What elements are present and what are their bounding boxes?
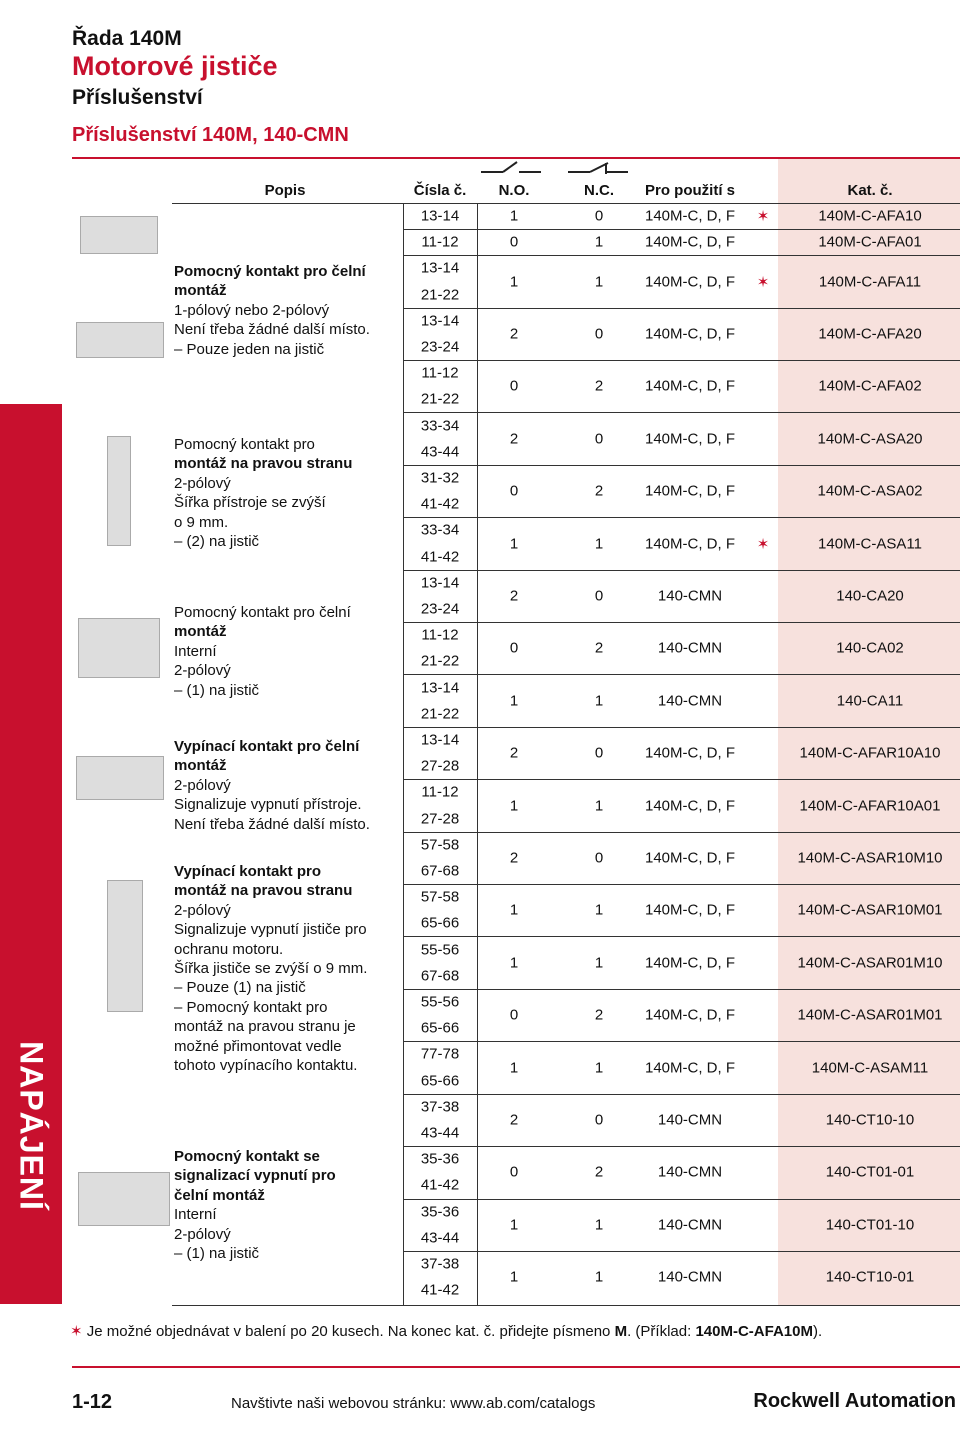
catalog-number: 140M-C-AFA01 xyxy=(818,233,922,251)
usage: 140-CMN xyxy=(657,1268,723,1286)
usage: 140-CMN xyxy=(657,692,723,710)
desc-line: 2-pólový xyxy=(174,1225,231,1243)
row-rule xyxy=(403,517,960,518)
nc-count: 1 xyxy=(594,273,604,290)
nc-count: 2 xyxy=(594,639,604,657)
row-rule xyxy=(403,229,960,230)
no-count: 1 xyxy=(509,797,519,814)
page-subtitle: Příslušenství xyxy=(72,86,203,109)
usage: 140M-C, D, F xyxy=(644,207,736,225)
no-count: 2 xyxy=(509,744,519,762)
product-photo xyxy=(78,1172,170,1226)
catalog-number: 140-CA20 xyxy=(836,587,904,605)
catalog-number: 140M-C-ASAR10M01 xyxy=(797,901,943,919)
contact-number: 57-58 xyxy=(420,836,460,854)
usage: 140M-C, D, F xyxy=(644,1059,736,1076)
page-title: Motorové jističe xyxy=(72,51,278,81)
desc-line: čelní montáž xyxy=(174,1186,265,1204)
no-count: 1 xyxy=(509,692,519,710)
nc-count: 1 xyxy=(594,954,604,972)
contact-number: 33-34 xyxy=(420,521,460,539)
product-photo xyxy=(80,216,158,254)
contact-number: 21-22 xyxy=(420,390,460,408)
nc-count: 0 xyxy=(594,587,604,605)
row-rule xyxy=(403,1041,960,1042)
header-pouziti: Pro použití s xyxy=(645,182,735,199)
footer-rule xyxy=(72,1366,960,1368)
footnote-example: 140M-C-AFA10M xyxy=(695,1323,813,1340)
desc-line: 2-pólový xyxy=(174,776,231,794)
contact-number: 23-24 xyxy=(420,338,460,356)
usage: 140-CMN xyxy=(657,1111,723,1129)
catalog-number: 140M-C-AFAR10A10 xyxy=(799,744,941,762)
desc-group xyxy=(174,262,404,359)
no-count: 0 xyxy=(509,482,519,500)
side-tab-label: NAPÁJENÍ xyxy=(13,1041,50,1211)
desc-line: montáž na pravou stranu xyxy=(174,455,353,473)
contact-number: 65-66 xyxy=(420,914,460,932)
catalog-number: 140M-C-ASA11 xyxy=(818,535,922,552)
header-kat: Kat. č. xyxy=(847,182,893,199)
usage: 140-CMN xyxy=(657,639,723,657)
nc-count: 2 xyxy=(594,482,604,500)
nc-count: 1 xyxy=(594,535,604,552)
catalog-number: 140M-C-AFA20 xyxy=(818,325,922,343)
nc-count: 0 xyxy=(594,1111,604,1129)
table-bottom-rule xyxy=(172,1305,960,1306)
contact-number: 31-32 xyxy=(420,469,460,487)
no-count: 0 xyxy=(509,1163,519,1181)
no-count: 1 xyxy=(509,1216,519,1234)
header-popis: Popis xyxy=(264,182,306,199)
nc-count: 2 xyxy=(594,1163,604,1181)
usage: 140M-C, D, F xyxy=(644,233,736,251)
desc-line: 1-pólový nebo 2-pólový xyxy=(174,301,330,319)
desc-line: – Pouze (1) na jistič xyxy=(174,979,306,997)
contact-number: 65-66 xyxy=(420,1019,460,1037)
usage: 140M-C, D, F xyxy=(644,377,736,395)
nc-count: 1 xyxy=(594,233,604,251)
desc-line: Není třeba žádné další místo. xyxy=(174,321,370,339)
no-count: 2 xyxy=(509,430,519,448)
nc-count: 1 xyxy=(594,1216,604,1234)
catalog-number: 140M-C-ASA02 xyxy=(817,482,923,500)
no-contact-symbol-icon xyxy=(479,158,543,180)
no-count: 1 xyxy=(509,535,519,552)
series-label: Řada 140M xyxy=(72,27,182,50)
nc-count: 0 xyxy=(594,325,604,343)
footnote-letter: M xyxy=(614,1323,628,1340)
contact-number: 41-42 xyxy=(420,1176,460,1194)
side-tab xyxy=(0,404,62,1304)
contact-number: 67-68 xyxy=(420,862,460,880)
catalog-number: 140M-C-ASA20 xyxy=(817,430,923,448)
product-photo xyxy=(107,436,131,546)
desc-group xyxy=(174,1147,404,1263)
star-icon: ✶ xyxy=(756,535,770,553)
desc-line: – (1) na jistič xyxy=(174,1245,260,1263)
desc-line: ochranu motoru. xyxy=(174,940,284,958)
catalog-number: 140-CT10-10 xyxy=(825,1111,915,1129)
catalog-number: 140M-C-ASAR01M10 xyxy=(797,954,943,972)
row-rule xyxy=(403,989,960,990)
no-count: 1 xyxy=(509,901,519,919)
contact-number: 43-44 xyxy=(420,1229,460,1247)
no-count: 2 xyxy=(509,1111,519,1129)
row-rule xyxy=(403,622,960,623)
header-cisla: Čísla č. xyxy=(413,182,467,199)
nc-count: 0 xyxy=(594,744,604,762)
website-link[interactable]: Navštivte naši webovou stránku: www.ab.com/catalogs xyxy=(231,1395,596,1412)
row-rule xyxy=(403,308,960,309)
desc-group xyxy=(174,737,404,834)
section-title: Příslušenství 140M, 140-CMN xyxy=(72,124,349,146)
catalog-number: 140M-C-ASAR01M01 xyxy=(797,1006,943,1024)
contact-number: 11-12 xyxy=(421,364,459,382)
product-photo xyxy=(78,618,160,678)
desc-line: možné přimontovat vedle xyxy=(174,1037,342,1055)
desc-line: signalizací vypnutí pro xyxy=(174,1167,336,1185)
col-divider xyxy=(477,203,478,1305)
catalog-number: 140M-C-ASAR10M10 xyxy=(797,849,943,867)
row-rule xyxy=(403,1094,960,1095)
contact-number: 43-44 xyxy=(420,443,460,461)
desc-line: montáž xyxy=(174,623,227,641)
no-count: 2 xyxy=(509,587,519,605)
contact-number: 21-22 xyxy=(420,705,460,723)
desc-line: montáž xyxy=(174,282,227,300)
usage: 140M-C, D, F xyxy=(644,744,736,762)
no-count: 1 xyxy=(509,954,519,972)
row-rule xyxy=(403,570,960,571)
usage: 140M-C, D, F xyxy=(644,1006,736,1024)
nc-count: 1 xyxy=(594,1059,604,1076)
desc-line: montáž na pravou stranu xyxy=(174,882,353,900)
usage: 140M-C, D, F xyxy=(644,954,736,972)
row-rule xyxy=(403,412,960,413)
desc-line: 2-pólový xyxy=(174,662,231,680)
header-nc: N.C. xyxy=(584,182,614,199)
desc-group xyxy=(174,603,404,700)
contact-number: 21-22 xyxy=(420,652,460,670)
contact-number: 27-28 xyxy=(420,810,460,828)
contact-number: 13-14 xyxy=(420,312,460,330)
desc-line: – (2) na jistič xyxy=(174,533,260,551)
page-number: 1-12 xyxy=(72,1391,113,1413)
row-rule xyxy=(403,884,960,885)
usage: 140M-C, D, F xyxy=(644,797,736,814)
desc-line: Není třeba žádné další místo. xyxy=(174,815,370,833)
desc-line: tohoto vypínacího kontaktu. xyxy=(174,1057,358,1075)
nc-count: 1 xyxy=(594,1268,604,1286)
catalog-number: 140M-C-ASAM11 xyxy=(811,1059,929,1076)
desc-line: 2-pólový xyxy=(174,901,231,919)
catalog-number: 140M-C-AFA10 xyxy=(818,207,922,225)
no-count: 0 xyxy=(509,1006,519,1024)
no-count: 2 xyxy=(509,325,519,343)
row-rule xyxy=(403,255,960,256)
catalog-number: 140M-C-AFA02 xyxy=(818,377,922,395)
usage: 140M-C, D, F xyxy=(644,273,736,290)
catalog-number: 140-CT01-01 xyxy=(825,1163,915,1181)
no-count: 1 xyxy=(509,1268,519,1286)
contact-number: 35-36 xyxy=(420,1150,460,1168)
desc-line: – (1) na jistič xyxy=(174,681,260,699)
row-rule xyxy=(403,936,960,937)
usage: 140M-C, D, F xyxy=(644,535,736,552)
no-count: 1 xyxy=(509,1059,519,1076)
catalog-number: 140M-C-AFA11 xyxy=(818,273,922,290)
usage: 140-CMN xyxy=(657,1163,723,1181)
nc-count: 1 xyxy=(594,797,604,814)
footnote-end: ). xyxy=(812,1323,823,1340)
desc-line: Interní xyxy=(174,642,217,660)
desc-group xyxy=(174,862,404,1075)
row-rule xyxy=(403,779,960,780)
desc-line: 2-pólový xyxy=(174,474,231,492)
contact-number: 13-14 xyxy=(420,679,460,697)
row-rule xyxy=(403,674,960,675)
contact-number: 55-56 xyxy=(420,993,460,1011)
desc-line: Pomocný kontakt pro čelní xyxy=(174,604,351,621)
contact-number: 57-58 xyxy=(420,888,460,906)
usage: 140M-C, D, F xyxy=(644,901,736,919)
contact-number: 23-24 xyxy=(420,600,460,618)
usage: 140M-C, D, F xyxy=(644,430,736,448)
brand-logo: Rockwell Automation xyxy=(753,1390,956,1412)
desc-line: Vypínací kontakt pro čelní xyxy=(174,738,360,755)
usage: 140M-C, D, F xyxy=(644,482,736,500)
contact-number: 37-38 xyxy=(420,1255,460,1273)
row-rule xyxy=(403,727,960,728)
catalog-number: 140-CT01-10 xyxy=(825,1216,915,1234)
desc-line: Pomocný kontakt pro xyxy=(174,436,315,453)
footnote-star-icon: ✶ xyxy=(70,1323,83,1340)
desc-line: Pomocný kontakt se xyxy=(174,1148,320,1165)
contact-number: 13-14 xyxy=(420,731,460,749)
row-rule xyxy=(403,465,960,466)
contact-number: 67-68 xyxy=(420,967,460,985)
catalog-number: 140-CA11 xyxy=(836,692,904,710)
desc-line: montáž xyxy=(174,757,227,775)
footnote-text: Je možné objednávat v balení po 20 kusech. Na konec kat. č. přidejte písmeno xyxy=(86,1323,611,1340)
contact-number: 13-14 xyxy=(420,574,460,592)
footnote-after: . (Příklad: xyxy=(627,1323,692,1340)
no-count: 0 xyxy=(509,639,519,657)
contact-number: 11-12 xyxy=(421,233,459,251)
nc-count: 0 xyxy=(594,430,604,448)
desc-line: Pomocný kontakt pro čelní xyxy=(174,263,366,280)
contact-number: 55-56 xyxy=(420,941,460,959)
star-icon: ✶ xyxy=(756,273,770,291)
row-rule xyxy=(403,1146,960,1147)
contact-number: 27-28 xyxy=(420,757,460,775)
nc-count: 0 xyxy=(594,207,604,225)
nc-count: 2 xyxy=(594,1006,604,1024)
footnote xyxy=(70,1322,822,1340)
desc-line: – Pomocný kontakt pro xyxy=(174,998,328,1016)
no-count: 2 xyxy=(509,849,519,867)
contact-number: 35-36 xyxy=(420,1203,460,1221)
catalog-number: 140M-C-AFAR10A01 xyxy=(799,797,941,814)
star-icon: ✶ xyxy=(756,208,770,225)
row-rule xyxy=(403,360,960,361)
desc-line: Šířka jističe se zvýší o 9 mm. xyxy=(174,960,368,978)
contact-number: 43-44 xyxy=(420,1124,460,1142)
catalog-number: 140-CT10-01 xyxy=(825,1268,915,1286)
contact-number: 13-14 xyxy=(420,207,460,225)
product-photo xyxy=(76,322,164,358)
contact-number: 77-78 xyxy=(420,1045,460,1063)
header-rule xyxy=(172,203,960,204)
nc-count: 2 xyxy=(594,377,604,395)
contact-number: 37-38 xyxy=(420,1098,460,1116)
desc-line: Signalizuje vypnutí jističe pro xyxy=(174,921,367,939)
usage: 140M-C, D, F xyxy=(644,325,736,343)
nc-contact-symbol-icon xyxy=(566,158,630,180)
product-photo xyxy=(107,880,143,1012)
nc-count: 0 xyxy=(594,849,604,867)
row-rule xyxy=(403,1199,960,1200)
no-count: 1 xyxy=(509,273,519,290)
row-rule xyxy=(403,1251,960,1252)
usage: 140-CMN xyxy=(657,1216,723,1234)
contact-number: 33-34 xyxy=(420,417,460,435)
contact-number: 41-42 xyxy=(420,1281,460,1299)
desc-line: Interní xyxy=(174,1206,217,1224)
desc-line: – Pouze jeden na jistič xyxy=(174,340,325,358)
desc-line: montáž na pravou stranu je xyxy=(174,1018,356,1036)
product-photo xyxy=(76,756,164,800)
contact-number: 41-42 xyxy=(420,495,460,513)
catalog-number: 140-CA02 xyxy=(836,639,904,657)
no-count: 0 xyxy=(509,377,519,395)
usage: 140M-C, D, F xyxy=(644,849,736,867)
no-count: 1 xyxy=(509,207,519,225)
contact-number: 13-14 xyxy=(420,259,460,277)
nc-count: 1 xyxy=(594,901,604,919)
header-no: N.O. xyxy=(498,182,530,199)
desc-line: Šířka přístroje se zvýší xyxy=(174,494,326,512)
usage: 140-CMN xyxy=(657,587,723,605)
contact-number: 11-12 xyxy=(421,626,459,644)
contact-number: 21-22 xyxy=(420,286,460,304)
desc-group xyxy=(174,435,404,551)
desc-line: o 9 mm. xyxy=(174,513,229,531)
desc-line: Signalizuje vypnutí přístroje. xyxy=(174,796,362,814)
contact-number: 41-42 xyxy=(420,548,460,566)
nc-count: 1 xyxy=(594,692,604,710)
row-rule xyxy=(403,832,960,833)
no-count: 0 xyxy=(509,233,519,251)
contact-number: 65-66 xyxy=(420,1072,460,1090)
desc-line: Vypínací kontakt pro xyxy=(174,863,321,880)
contact-number: 11-12 xyxy=(421,783,459,801)
